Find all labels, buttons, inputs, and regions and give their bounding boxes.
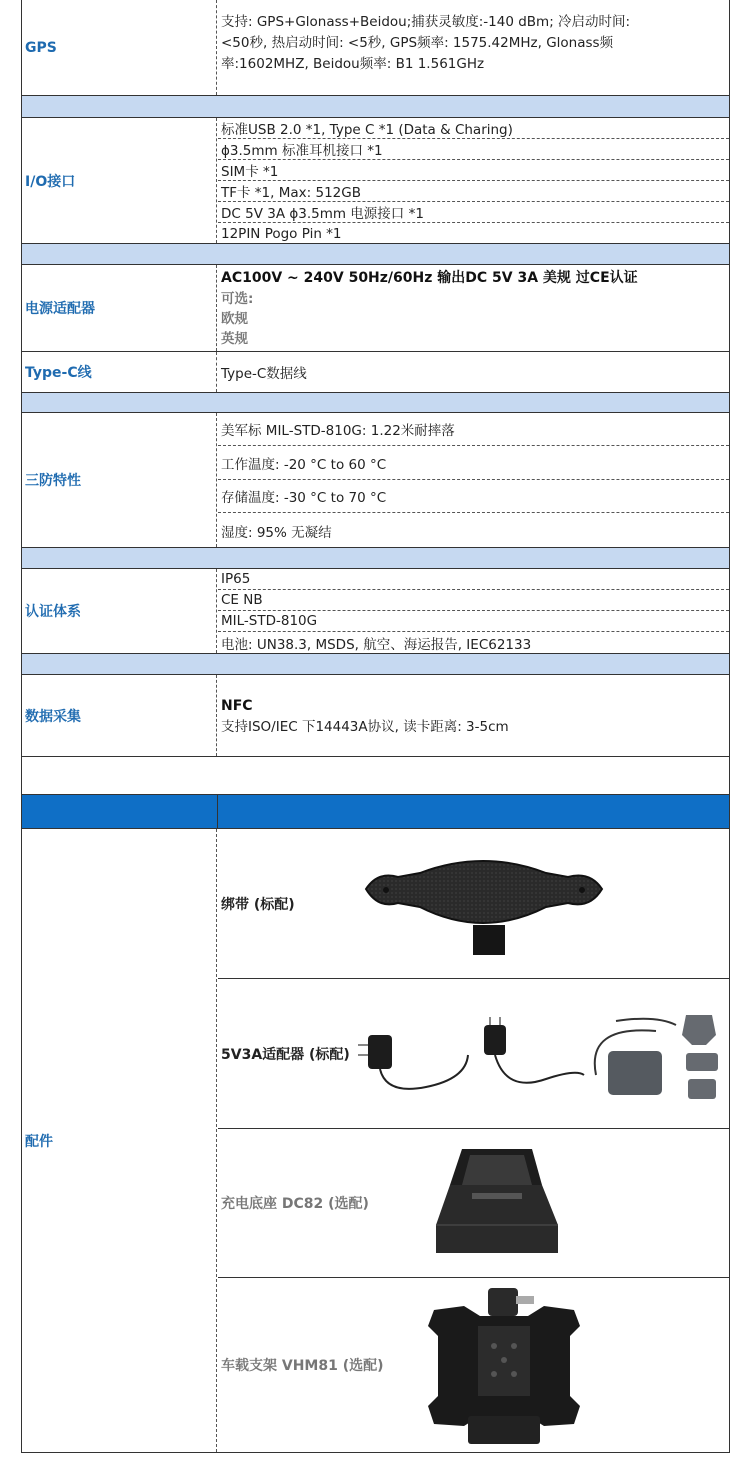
- rugged-item: 存储温度: -30 °C to 70 °C: [218, 480, 729, 513]
- io-label: I/O接口: [22, 118, 217, 243]
- rugged-item: 工作温度: -20 °C to 60 °C: [218, 446, 729, 480]
- accessory-label: 配件: [22, 829, 217, 1452]
- io-item: SIM卡 *1: [218, 160, 729, 181]
- accessory-item-mount: [218, 1278, 729, 1452]
- gps-line-3: 率:1602MHZ, Beidou频率: B1 1.561GHz: [221, 56, 485, 72]
- gps-value: [218, 0, 729, 95]
- rugged-item: 湿度: 95% 无凝结: [221, 524, 332, 541]
- accessory-name: 充电底座 DC82 (选配): [221, 1196, 369, 1212]
- power-row: [22, 265, 729, 352]
- power-option: 可选:: [221, 291, 254, 307]
- rugged-label: 三防特性: [22, 413, 217, 547]
- spec-table: [21, 0, 730, 1453]
- io-item: TF卡 *1, Max: 512GB: [218, 181, 729, 202]
- power-option: 欧规: [221, 311, 248, 327]
- power-label: 电源适配器: [22, 265, 217, 351]
- power-main: AC100V ~ 240V 50Hz/60Hz 输出DC 5V 3A 美规 过CE认证: [221, 270, 638, 286]
- io-item: 12PIN Pogo Pin *1: [221, 225, 342, 242]
- section-band: [22, 548, 729, 569]
- data-line-1: NFC: [221, 698, 253, 714]
- data-row: [22, 675, 729, 757]
- data-label: 数据采集: [22, 675, 217, 756]
- cert-label: 认证体系: [22, 569, 217, 653]
- typec-value: [218, 352, 729, 392]
- rugged-value: [218, 413, 729, 547]
- power-value: [218, 265, 729, 351]
- io-item: ϕ3.5mm 标准耳机接口 *1: [218, 139, 729, 160]
- typec-row: [22, 352, 729, 393]
- mount-image: [424, 1286, 584, 1448]
- accessory-name: 绑带 (标配): [221, 896, 295, 913]
- cert-item: 电池: UN38.3, MSDS, 航空、海运报告, IEC62133: [221, 637, 532, 653]
- accessory-name: 车载支架 VHM81 (选配): [221, 1358, 384, 1374]
- accessory-item-adapter: [218, 979, 729, 1129]
- accessory-block: [22, 829, 729, 1452]
- rugged-row: [22, 413, 729, 548]
- io-item: 标准USB 2.0 *1, Type C *1 (Data & Charing): [218, 118, 729, 139]
- gps-row: [22, 0, 729, 96]
- accessory-item-strap: [218, 829, 729, 979]
- cert-row: [22, 569, 729, 654]
- io-row: [22, 118, 729, 244]
- cert-value: [218, 569, 729, 653]
- io-value: [218, 118, 729, 243]
- section-band: [22, 393, 729, 413]
- section-band: [22, 244, 729, 265]
- gps-label: GPS: [22, 0, 217, 95]
- gps-line-1: 支持: GPS+Glonass+Beidou;捕获灵敏度:-140 dBm; 冷启动时间:: [221, 14, 631, 30]
- io-item: DC 5V 3A ϕ3.5mm 电源接口 *1: [218, 202, 729, 223]
- empty-row: [22, 757, 729, 795]
- accessory-list: [218, 829, 729, 1452]
- accessory-header-band: [22, 795, 729, 829]
- accessory-name: 5V3A适配器 (标配): [221, 1046, 350, 1063]
- cert-item: MIL-STD-810G: [218, 611, 729, 632]
- data-line-2: 支持ISO/IEC 下14443A协议, 读卡距离: 3-5cm: [221, 719, 509, 735]
- adapter-image: [356, 1015, 728, 1111]
- typec-label: Type-C线: [22, 352, 217, 392]
- section-band: [22, 654, 729, 675]
- cert-item: IP65: [218, 569, 729, 590]
- gps-line-2: <50秒, 热启动时间: <5秒, GPS频率: 1575.42MHz, Glonass频: [221, 35, 614, 51]
- strap-image: [358, 843, 608, 961]
- power-option: 英规: [221, 331, 248, 347]
- typec-text: Type-C数据线: [221, 366, 307, 382]
- accessory-item-dock: [218, 1129, 729, 1278]
- dock-image: [432, 1141, 562, 1259]
- cert-item: CE NB: [218, 590, 729, 611]
- section-band: [22, 96, 729, 118]
- data-value: [218, 675, 729, 756]
- rugged-item: 美军标 MIL-STD-810G: 1.22米耐摔落: [218, 413, 729, 446]
